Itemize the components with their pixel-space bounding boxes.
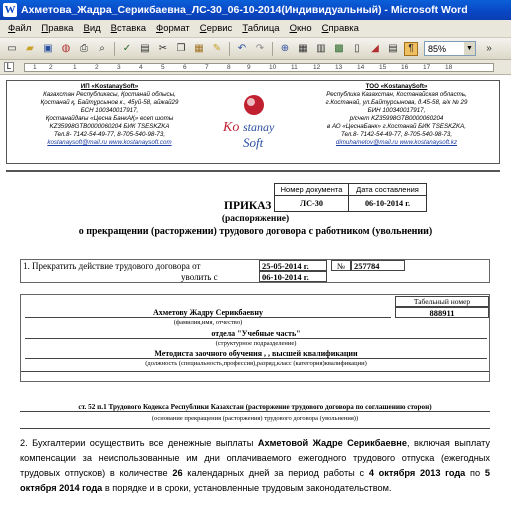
department-caption: (структурное подразделение) [215,340,297,347]
menu-view[interactable]: Вид [83,23,101,34]
toolbar-separator [114,42,115,56]
header-divider [6,170,500,172]
redo-icon[interactable]: ↷ [255,43,265,54]
terminate-label: 1. Прекратить действие трудового договора от [23,261,201,271]
copy-icon[interactable]: ❐ [176,43,186,54]
letterhead-line: Тел.8- 7142-54-49-77, 8-705-540-98-73, [340,131,453,138]
employee-name: Ахметову Жадру Серикбаевну [25,308,391,318]
ruler-number: 2 [95,64,99,71]
ruler-number: 18 [445,64,453,71]
fire-date: 06-10-2014 г. [259,271,327,282]
word-app-icon[interactable]: W [4,4,16,16]
window-title: Ахметова_Жадра_Серикбаевна_ЛС-30_06-10-2014(Индивидуальный) - Microsoft Word [21,4,468,16]
order-number: ЛС-30 [275,196,349,212]
zoom-value: 85% [428,43,447,54]
letterhead-line: г.Костанай, ул.Байтурсынова, д.45-58, а/к № 29 [325,99,468,106]
toolbar-separator [272,42,273,56]
department: отдела "Учебные часть" [25,329,487,339]
position: Методиста заочного обучения , , высшей квалификации [25,349,487,359]
basis-divider [20,428,490,429]
document-map-icon[interactable]: ▤ [388,43,398,54]
order-number-table [274,183,427,212]
kostanay-soft-logo [219,87,289,157]
order-date: 06-10-2014 г. [349,196,427,212]
research-icon[interactable]: ▤ [140,43,150,54]
ruler-number: 7 [205,64,209,71]
period-to: 5 октября 2014 года [20,468,490,493]
period-from: 4 октября 2013 года [368,468,466,478]
chevron-down-icon[interactable]: ▼ [464,42,475,55]
menu-table[interactable]: Таблица [242,23,280,34]
toolbar-separator [229,42,230,56]
para-text: в порядке и в сроки, установленные трудовым законодательством. [102,483,392,493]
toolbar-options-icon[interactable]: » [486,43,492,54]
letterhead-left [7,81,212,163]
vacation-days: 26 [172,468,183,478]
cut-icon[interactable]: ✂ [158,43,168,54]
order-subtitle: (распоряжение) [221,214,290,224]
menu-edit[interactable]: Правка [41,23,74,34]
print-preview-icon[interactable]: ⌕ [99,43,105,54]
ruler-number: 3 [117,64,121,71]
ruler-number: 11 [291,64,298,71]
letterhead-line: Республика Казахстан, Костанайская область, [326,91,467,98]
menu-window[interactable]: Окно [289,23,312,34]
ruler-number: 13 [335,64,343,71]
ruler-number: 8 [227,64,231,71]
col-doc-number-header: Номер документа [275,184,349,196]
ruler-number: 1 [33,64,37,71]
letterhead-line: Казахстан Республикасы, Қостанай облысы, [43,91,176,98]
ruler-number: 2 [49,64,53,71]
letterhead-line: в АО «ЦеснаБанк» г.Костанай БИК TSESKZKA, [327,123,466,130]
standard-toolbar [0,38,511,60]
letterhead-line: Қостанай қ, Байтұрсынов к., 45уй-58, айжай29 [40,99,179,106]
open-folder-icon[interactable]: ▰ [26,43,34,54]
tab-number: 888911 [395,307,489,318]
contract-number: 257784 [351,260,405,271]
hyperlink-icon[interactable]: ⊕ [280,43,290,54]
show-hide-icon[interactable]: ¶ [404,42,418,56]
ruler-number: 16 [401,64,409,71]
letterhead-line: Тел.8- 7142-54-49-77, 8-705-540-98-73, [53,131,166,138]
zoom-select[interactable] [424,41,476,56]
paragraph-2 [20,436,490,496]
logo-graphic [219,87,289,157]
tables-borders-icon[interactable]: ▦ [298,43,308,54]
contract-section [20,259,490,283]
fire-label: уволить с [181,272,218,282]
tab-number-label: Табельный номер [395,296,489,307]
letterhead-line: KZ35998GTB0000060204 БИК TSESKZKA [49,123,170,130]
ruler-number: 15 [379,64,387,71]
para-text: , включая выплату компенсации за неиспользованные им дни оплачиваемого ежегодного трудового отпуска (ежегодных трудовых отпусков) в количестве [20,438,491,478]
company-name-kz: ИП «KostanaySoft» [80,83,139,90]
drawing-icon[interactable]: ◢ [371,43,379,54]
menu-format[interactable]: Формат [156,23,190,34]
order-heading: о прекращении (расторжении) трудового договора с работником (увольнении) [78,226,433,237]
ruler-number: 10 [269,64,277,71]
para-text: 2. Бухгалтерии осуществить все денежные выплаты [20,438,258,448]
ruler-number: 14 [357,64,365,71]
letterhead-line: БИН 100340017917, [367,107,426,114]
title-bar [0,0,511,20]
name-caption: (фамилия,имя, отчество) [173,319,243,326]
ruler-number: 6 [183,64,187,71]
columns-icon[interactable]: ▯ [354,43,360,54]
new-document-icon[interactable]: ▭ [7,43,17,54]
ruler-number: 4 [139,64,143,71]
format-painter-icon[interactable]: ✎ [212,43,222,54]
ruler-number: 9 [247,64,251,71]
letterhead-line: БСН 100340017917, [80,107,139,114]
menu-file[interactable]: Файл [8,23,32,34]
section-divider [21,371,489,372]
ruler-number: 5 [161,64,165,71]
print-icon[interactable]: ⎙ [80,43,88,54]
company-name-ru: ТОО «KostanaySoft» [365,83,428,90]
undo-icon[interactable]: ↶ [237,43,247,54]
logo-text-stanay: stanay [243,120,275,134]
tab-selector-icon[interactable]: L [4,62,14,72]
contract-date: 25-05-2014 г. [259,260,327,271]
position-caption: (должность (специальность,профессия),разряд,класс (категория)квалификации) [145,360,367,367]
para-text: по [465,468,485,478]
order-title: ПРИКАЗ [224,200,272,212]
insert-table-icon[interactable]: ▥ [316,43,326,54]
ruler-number: 17 [423,64,431,71]
menu-tools[interactable]: Сервис [199,23,233,34]
paste-icon[interactable]: ▦ [194,43,204,54]
logo-text-ko: Ko [223,120,240,135]
col-doc-date-header: Дата составления [349,184,427,196]
horizontal-ruler[interactable] [0,60,511,75]
employee-name-dative: Ахметовой Жадре Серикбаевне [257,438,407,448]
permission-icon[interactable]: ◍ [61,43,71,54]
email-link[interactable]: dimuhametov@mail.ru www.kostanaysoft.kz [335,139,458,146]
menu-help[interactable]: Справка [321,23,359,34]
number-sign: № [331,260,351,271]
para-text: календарных дней за период работы с [182,468,369,478]
letterhead [6,80,500,164]
menu-insert[interactable]: Вставка [110,23,146,34]
basis-text: ст. 52 п.1 Трудового Кодекса Республики Казахстан (расторжение трудового договора по соглашению сторон) [20,403,490,412]
ruler-scale [24,63,494,72]
ruler-number: 1 [73,64,77,71]
spelling-icon[interactable]: ✓ [122,43,132,54]
letterhead-line: р/счет KZ35998GTB0000060204 [349,115,444,122]
logo-text-soft: Soft [243,135,264,150]
menu-bar [0,20,511,38]
ruler-number: 12 [313,64,321,71]
employee-section [20,294,490,382]
insert-excel-icon[interactable]: ▩ [334,43,344,54]
save-icon[interactable]: ▣ [43,43,53,54]
email-link[interactable]: kostanaysoft@mail.ru www.kostanaysoft.com [47,139,172,146]
letterhead-right [292,81,501,163]
basis-caption: (основание прекращения (расторжения) трудового договора (увольнения)) [151,415,359,422]
letterhead-line: Қостанайдағы «Цесна БанкАҚ» есеп шоты [45,115,174,122]
